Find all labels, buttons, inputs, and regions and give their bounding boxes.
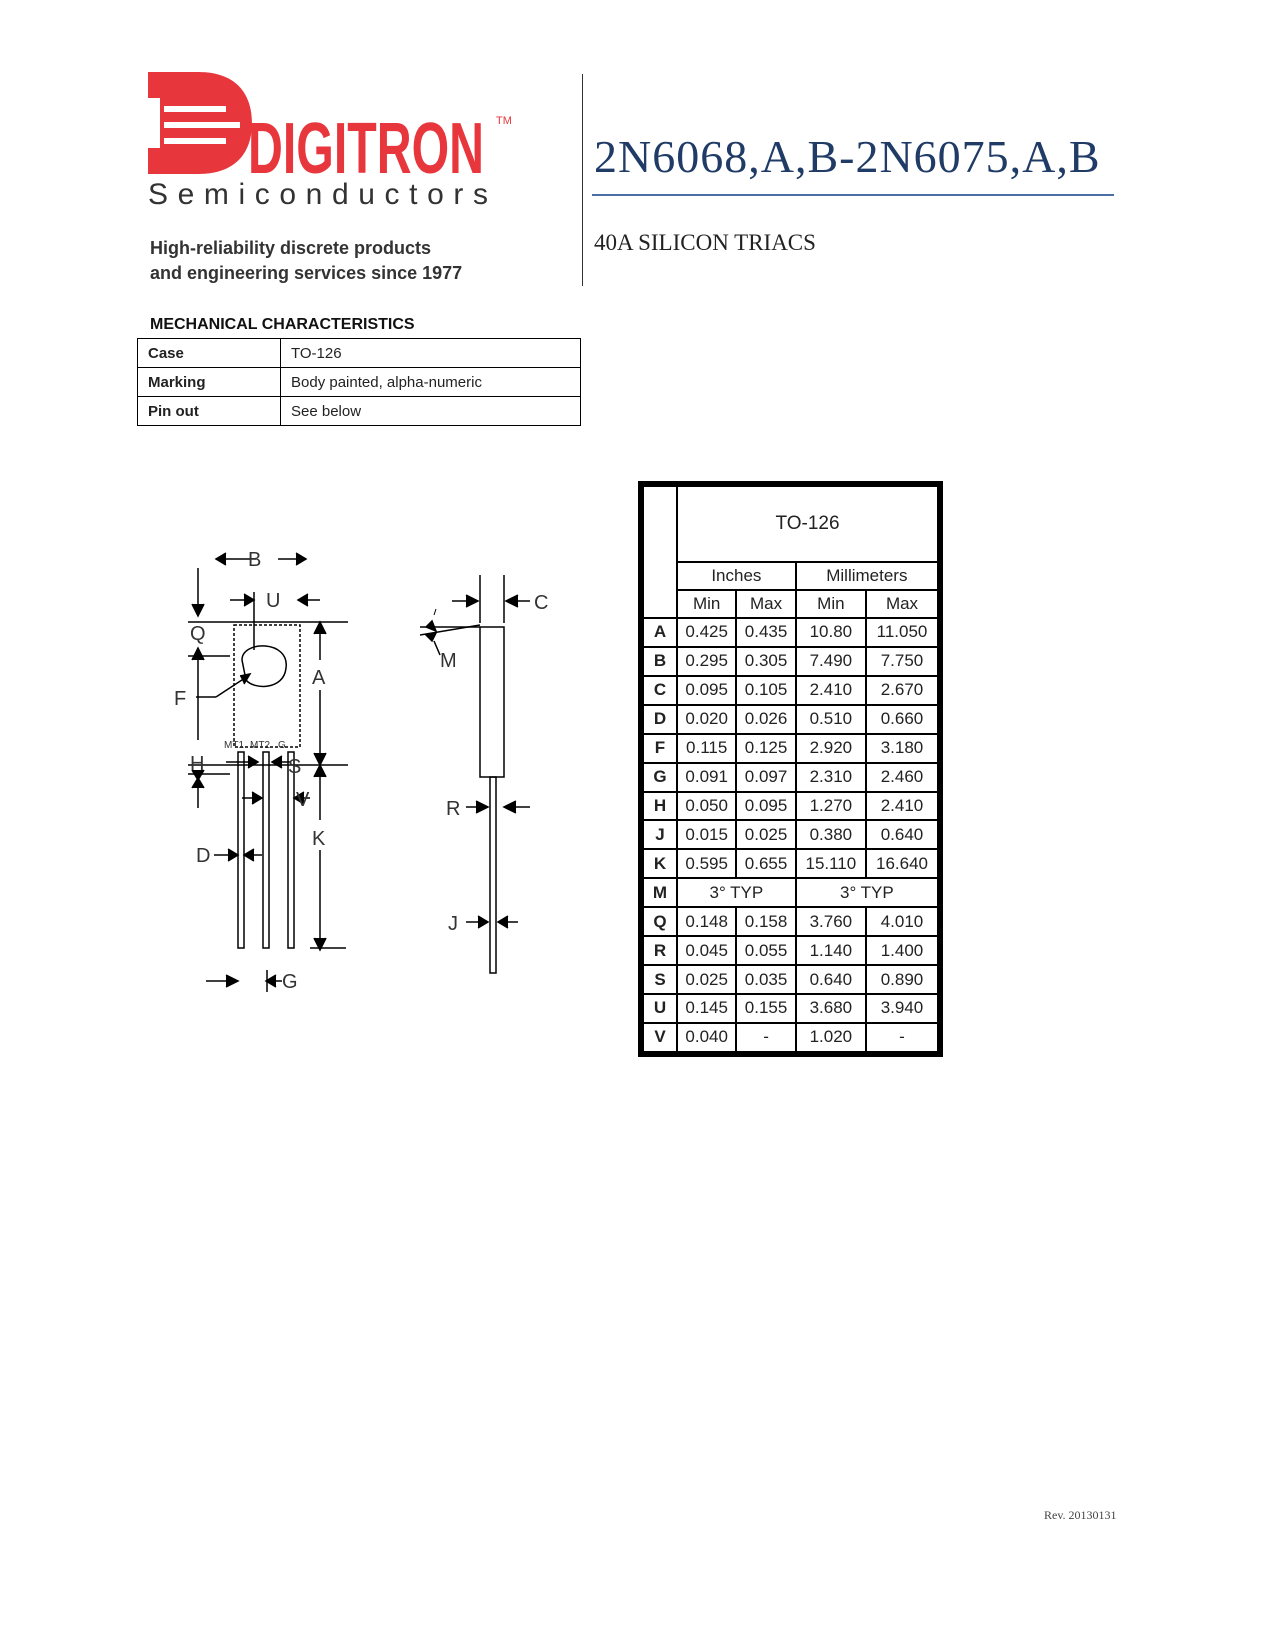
- dim-cell: 0.380: [796, 820, 866, 849]
- dim-row-label: R: [643, 936, 677, 965]
- dim-label-m: M: [440, 650, 457, 672]
- dim-cell: 0.145: [677, 994, 736, 1023]
- dim-row-label: C: [643, 676, 677, 705]
- mechanical-heading: MECHANICAL CHARACTERISTICS: [150, 316, 415, 333]
- dim-cell: 4.010: [866, 907, 938, 936]
- table-row: [138, 339, 581, 368]
- dim-label-k: K: [312, 828, 326, 850]
- dim-cell: 2.920: [796, 734, 866, 763]
- dim-cell: 0.045: [677, 936, 736, 965]
- mech-key: Marking: [138, 368, 281, 397]
- dim-cell: 0.655: [736, 849, 795, 878]
- dim-row-label: V: [643, 1023, 677, 1052]
- dim-label-q: Q: [190, 623, 206, 645]
- dim-cell: 0.035: [736, 965, 795, 994]
- dim-label-v: V: [296, 789, 310, 811]
- table-row: [643, 965, 938, 994]
- dim-cell: 0.158: [736, 907, 795, 936]
- logo-subtitle: Semiconductors: [148, 178, 488, 211]
- table-row: [643, 878, 938, 907]
- mech-value: Body painted, alpha-numeric: [281, 368, 581, 397]
- dim-cell: 0.295: [677, 647, 736, 676]
- dim-cell: -: [866, 1023, 938, 1052]
- dim-cell: 0.095: [736, 792, 795, 821]
- dim-cell: 10.80: [796, 618, 866, 647]
- dim-cell: 3.760: [796, 907, 866, 936]
- dim-label-f: F: [174, 688, 187, 710]
- dim-row-label: Q: [643, 907, 677, 936]
- dim-cell: 0.095: [677, 676, 736, 705]
- dim-cell: 0.020: [677, 705, 736, 734]
- dim-label-a: A: [312, 667, 326, 689]
- table-row: [643, 936, 938, 965]
- mech-key: Case: [138, 339, 281, 368]
- pin-label-mt2: MT2: [250, 740, 270, 751]
- table-row: [643, 792, 938, 821]
- dim-cell: 2.460: [866, 763, 938, 792]
- dim-cell: 2.410: [866, 792, 938, 821]
- logo-wordmark: DIGITRON: [248, 109, 484, 189]
- dim-cell: 1.270: [796, 792, 866, 821]
- col-header-max: Max: [736, 590, 795, 618]
- dim-cell: 0.025: [736, 820, 795, 849]
- dim-row-label: G: [643, 763, 677, 792]
- dim-row-label: U: [643, 994, 677, 1023]
- dim-cell: 0.305: [736, 647, 795, 676]
- dim-label-g: G: [282, 971, 298, 993]
- dim-label-b: B: [248, 549, 262, 571]
- dim-row-label: S: [643, 965, 677, 994]
- dim-cell: 0.026: [736, 705, 795, 734]
- dim-label-j: J: [448, 913, 458, 935]
- dim-cell: 0.050: [677, 792, 736, 821]
- dim-cell-typ: 3° TYP: [796, 878, 938, 907]
- dim-cell: 7.490: [796, 647, 866, 676]
- dim-cell: 0.097: [736, 763, 795, 792]
- mech-key: Pin out: [138, 397, 281, 426]
- digitron-logo: [148, 72, 518, 212]
- dim-row-label: H: [643, 792, 677, 821]
- table-row: [643, 734, 938, 763]
- table-row: [138, 397, 581, 426]
- dim-cell: 1.020: [796, 1023, 866, 1052]
- dim-cell: 2.670: [866, 676, 938, 705]
- dim-label-c: C: [534, 592, 549, 614]
- pin-label-mt1: MT1: [224, 740, 244, 751]
- dimension-table-frame: [638, 481, 943, 1057]
- package-header: TO-126: [677, 486, 938, 562]
- table-row: [643, 994, 938, 1023]
- dim-cell: 0.148: [677, 907, 736, 936]
- table-row: [643, 705, 938, 734]
- dim-cell: 0.155: [736, 994, 795, 1023]
- dim-cell: -: [736, 1023, 795, 1052]
- dim-cell-typ: 3° TYP: [677, 878, 796, 907]
- dim-cell: 1.400: [866, 936, 938, 965]
- dim-label-r: R: [446, 798, 461, 820]
- lead-mt2: [263, 752, 269, 948]
- dim-label-u: U: [266, 590, 281, 612]
- dim-cell: 7.750: [866, 647, 938, 676]
- dim-cell: 0.890: [866, 965, 938, 994]
- table-header-row: [643, 486, 938, 562]
- revision-label: Rev. 20130131: [1044, 1508, 1117, 1522]
- dim-cell: 0.435: [736, 618, 795, 647]
- page-subtitle: 40A SILICON TRIACS: [594, 230, 816, 255]
- header-divider: [582, 74, 583, 286]
- dim-row-label: A: [643, 618, 677, 647]
- table-header-row: [643, 590, 938, 618]
- millimeters-header: Millimeters: [796, 562, 938, 590]
- dim-row-label: M: [643, 878, 677, 907]
- dim-cell: 0.510: [796, 705, 866, 734]
- table-row: [643, 763, 938, 792]
- dim-label-h: H: [190, 753, 205, 775]
- dim-cell: 0.040: [677, 1023, 736, 1052]
- logo-trademark: TM: [496, 115, 512, 127]
- table-row: [643, 1023, 938, 1052]
- dim-cell: 15.110: [796, 849, 866, 878]
- dim-cell: 2.410: [796, 676, 866, 705]
- dim-cell: 0.091: [677, 763, 736, 792]
- side-body: [480, 627, 504, 777]
- dim-cell: 0.640: [796, 965, 866, 994]
- dim-cell: 0.660: [866, 705, 938, 734]
- table-row: [138, 368, 581, 397]
- dim-cell: 16.640: [866, 849, 938, 878]
- table-row: [643, 676, 938, 705]
- dimension-table: [642, 485, 939, 1053]
- lead-mt1: [238, 752, 244, 948]
- side-lead: [490, 777, 496, 973]
- dim-cell: 11.050: [866, 618, 938, 647]
- table-row: [643, 647, 938, 676]
- dim-cell: 0.025: [677, 965, 736, 994]
- dim-cell: 0.595: [677, 849, 736, 878]
- dim-label-s: S: [288, 756, 302, 778]
- dim-row-label: B: [643, 647, 677, 676]
- col-header-max: Max: [866, 590, 938, 618]
- dim-cell: 0.125: [736, 734, 795, 763]
- dim-row-label: F: [643, 734, 677, 763]
- col-header-min: Min: [796, 590, 866, 618]
- page-title: 2N6068,A,B-2N6075,A,B: [594, 131, 1101, 182]
- dim-row-label: D: [643, 705, 677, 734]
- dim-cell: 2.310: [796, 763, 866, 792]
- table-row: [643, 618, 938, 647]
- dim-cell: 0.055: [736, 936, 795, 965]
- dim-label-d: D: [196, 845, 211, 867]
- col-header-min: Min: [677, 590, 736, 618]
- dim-cell: 0.425: [677, 618, 736, 647]
- pin-label-g: G: [278, 740, 286, 751]
- mech-value: See below: [281, 397, 581, 426]
- mech-value: TO-126: [281, 339, 581, 368]
- table-row: [643, 820, 938, 849]
- title-underline: [592, 194, 1114, 196]
- dim-cell: 0.105: [736, 676, 795, 705]
- dim-cell: 0.015: [677, 820, 736, 849]
- tagline: [150, 236, 462, 286]
- inches-header: Inches: [677, 562, 796, 590]
- dim-cell: 0.115: [677, 734, 736, 763]
- lead-g: [288, 752, 294, 948]
- dim-row-label: J: [643, 820, 677, 849]
- dim-cell: 3.680: [796, 994, 866, 1023]
- table-row: [643, 849, 938, 878]
- mechanical-table: [137, 338, 581, 426]
- side-view-drawing: [420, 575, 580, 995]
- label-column-header: [643, 486, 677, 618]
- dim-cell: 0.640: [866, 820, 938, 849]
- mounting-hole-outline: [242, 646, 286, 687]
- tagline-line2: and engineering services since 1977: [150, 263, 463, 283]
- table-header-row: [643, 562, 938, 590]
- dim-cell: 1.140: [796, 936, 866, 965]
- tagline-line1: High-reliability discrete products: [150, 238, 432, 258]
- dim-cell: 3.940: [866, 994, 938, 1023]
- dim-cell: 3.180: [866, 734, 938, 763]
- table-row: [643, 907, 938, 936]
- dim-row-label: K: [643, 849, 677, 878]
